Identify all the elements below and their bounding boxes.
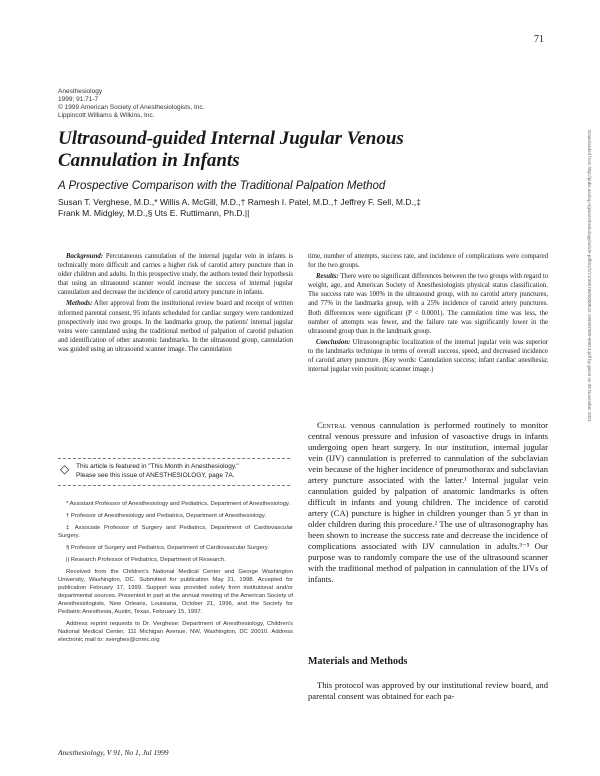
notice-line: This article is featured in "This Month in Anesthesiology." (76, 463, 239, 470)
page-number: 71 (534, 34, 544, 45)
author-list (58, 197, 478, 219)
journal-footer: Anesthesiology, V 91, No 1, Jul 1999 (58, 748, 169, 757)
section-heading: Materials and Methods (308, 656, 408, 667)
methods-text: This protocol was approved by our institutional review board, and parental consent was obtained for each pa- (308, 680, 548, 701)
download-watermark: Downloaded from http://pubs.asahq.org/anesthesiology/article-pdf/91/1/71/396786/0000542-199907000-00013.pdf by guest on 08 November 2021 (587, 130, 592, 422)
footnote: * Assistant Professor of Anesthesiology and Pediatrics, Department of Anesthesiology. (66, 501, 291, 507)
featured-notice (58, 458, 290, 486)
journal-meta-line: 1999; 91:71-7 (58, 96, 99, 103)
abstract-label: Results: (316, 273, 339, 281)
abstract-conclusion (308, 338, 548, 374)
abstract-text: Ultrasonographic localization of the internal jugular vein was superior to the landmarks technique in terms of overall success, speed, and decreased incidence of carotid artery puncture. (Key words: Cannulation success; infant cardiac anesthesia; internal jugular vein position; scanner image.) (308, 338, 548, 374)
journal-meta-line: Anesthesiology (58, 88, 103, 95)
introduction-text (308, 420, 548, 585)
notice-line: Please see this issue of ANESTHESIOLOGY, page 7A. (76, 472, 235, 479)
authors-line: Frank M. Midgley, M.D.,§ Uts E. Ruttimann, Ph.D.|| (58, 208, 250, 218)
abstract-text: There were no significant differences between the two groups with regard to weight, age, and American Society of Anesthesiologists physical status classification. The success rate was 100% in the ultrasound group, with no carotid artery punctures, and 77% in the landmarks group, with a 25% incidence of carotid artery punctures. Both differences were significant (P < 0.0001). The cannulation time was less, the number of attempts was fewer, and the failure rate was significantly lower in the ultrasound group than in the landmark group. (308, 273, 549, 335)
footnote: Address reprint requests to Dr. Verghese: Department of Anesthesiology, Children's National Medical Center, 111 Michigan Avenue, NW, Washington, DC 20010. Address electronic mail to: sverghes@cnmc.org (58, 621, 293, 643)
intro-body: venous cannulation is performed routinely to monitor central venous pressure and infusion of vasoactive drugs in infants undergoing open heart surgery. In our institution, internal jugular vein (IJV) cannulation is preferred to cannulation of the subclavian vein because of the higher incidence of pneumothorax and subclavian artery puncture associated with the latter.¹ Internal jugular vein cannulation guided by palpation of anatomic landmarks is often difficult in infants and young children. The incidence of carotid artery (CA) puncture is higher in children younger than 5 yr than in older children during this procedure.² The use of ultrasonography has been shown to increase the success rate and decrease the incidence of complications associated with IJV cannulation in adults.³⁻⁵ Our purpose was to randomly compare the use of the ultrasound scanner with the traditional method of palpation in cannulation of the IJVs of infants. (308, 420, 548, 584)
abstract-results (308, 272, 548, 336)
abstract-left-column (58, 252, 293, 356)
abstract-methods (58, 299, 293, 354)
abstract-right-column (308, 252, 548, 376)
authors-line: Susan T. Verghese, M.D.,* Willis A. McGill, M.D.,† Ramesh I. Patel, M.D.,† Jeffrey F. Sell, M.D.,‡ (58, 197, 421, 207)
abstract-label: Methods: (66, 300, 93, 308)
footnote: ‡ Associate Professor of Surgery and Pediatrics, Department of Cardiovascular Surgery. (58, 525, 293, 539)
abstract-methods-continued: time, number of attempts, success rate, and incidence of complications were compared for the two groups. (308, 253, 548, 270)
footnote: Received from the Children's National Medical Center and George Washington University, Washington, DC. Submitted for publication May 21, 1998. Accepted for publication February 17, 1999. Support was provided solely from institutional and/or departmental sources. Presented in part at the annual meeting of the American Society of Anesthesiologists, New Orleans, Louisiana, October 21, 1996, and the Society for Pediatric Anesthesia, Austin, Texas, February 15, 1997. (58, 569, 293, 615)
abstract-text: After approval from the institutional review board and receipt of written informed parental consent, 95 infants scheduled for cardiac surgery were randomized prospectively into two groups. In the landmarks group, the patients' internal jugular veins were cannulated using the traditional method of palpation of carotid pulsation and identification of other anatomic landmarks. In the ultrasound group, cannulation was guided using an ultrasound scanner image. The cannulation (58, 300, 293, 353)
footnote: § Professor of Surgery and Pediatrics, Department of Cardiovascular Surgery. (66, 545, 269, 551)
abstract-label: Background: (66, 253, 104, 260)
intro-lead-word: Central (317, 420, 347, 430)
journal-metadata (58, 88, 204, 120)
abstract-text: Percutaneous cannulation of the internal jugular vein in infants is technically more difficult and carries a higher risk of carotid artery puncture than in older children and adults. In this prospective study, the authors tested their hypothesis that using an ultrasound scanner would increase the success of internal jugular cannulation and decrease the incidence of carotid artery puncture in infants. (58, 253, 293, 297)
journal-meta-line: © 1999 American Society of Anesthesiologists, Inc. (58, 104, 205, 111)
footnote: || Research Professor of Pediatrics, Department of Research. (66, 557, 226, 563)
article-title: Ultrasound-guided Internal Jugular Venous Cannulation in Infants (58, 128, 404, 171)
article-subtitle: A Prospective Comparison with the Traditional Palpation Method (58, 180, 386, 192)
footnote: † Professor of Anesthesiology and Pediatrics, Department of Anesthesiology. (66, 513, 266, 519)
footnotes (58, 500, 293, 648)
intro-paragraph (308, 420, 548, 585)
abstract-label: Conclusion: (316, 338, 351, 346)
abstract-background (58, 252, 293, 297)
journal-meta-line: Lippincott Williams & Wilkins, Inc. (58, 112, 155, 119)
diamond-icon: ◇ (60, 462, 70, 476)
